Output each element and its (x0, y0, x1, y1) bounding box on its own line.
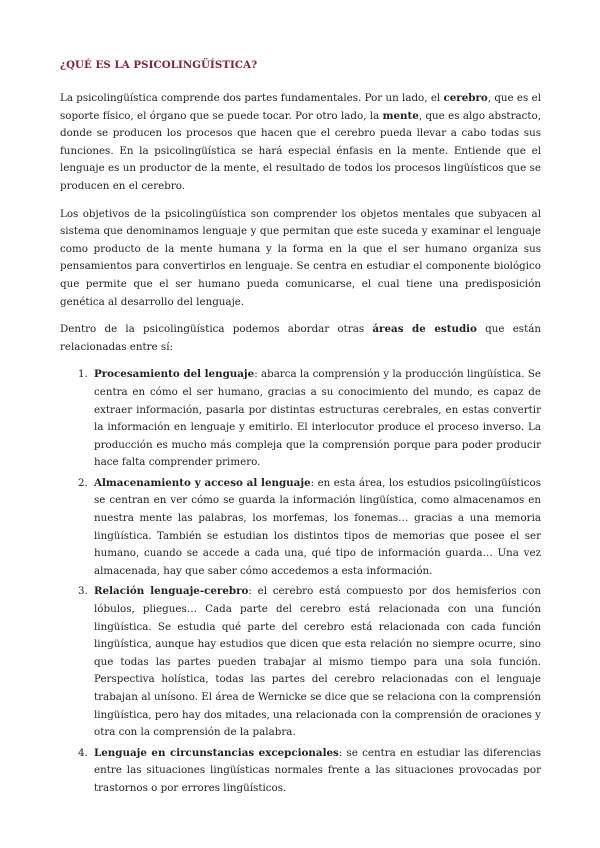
list-item-title: Lenguaje en circunstancias excepcionales (94, 746, 339, 759)
list-item-text: : en esta área, los estudios psicolingüísticos se centran en ver cómo se guarda la información lingüística, como almacenamos en nuestra mente las palabras, los morfemas, los fonemas… gracias a una memoria lingüística. También se estudian los distintos tipos de memorias que posee el ser humano, cuando se accede a cada una, qué tipo de información guarda… Una vez almacenada, hay que saber cómo accedemos a esta información. (94, 476, 541, 577)
bold-term-areas: áreas de estudio (372, 323, 477, 336)
list-number: 1. (78, 368, 88, 381)
text-span: , que es algo abstracto, donde se producen los procesos que hacen que el cerebro pueda llevar a cabo todas sus funciones. En la psicolingüística se hará especial énfasis en la mente. Entiende que el lenguaje es un productor de la mente, el resultado de todos los procesos lingüísticos que se producen en el cerebro. (60, 109, 542, 192)
list-number: 3. (78, 585, 88, 598)
list-item-title: Procesamiento del lenguaje (94, 368, 255, 381)
intro-paragraph (60, 90, 541, 196)
list-item-title: Almacenamiento y acceso al lenguaje (94, 476, 311, 489)
list-item-text: : el cerebro está compuesto por dos hemisferios con lóbulos, pliegues… Cada parte del cerebro está relacionada con una función lingüística. Se estudia qué parte del cerebro está relacionada con cada función lingüística, aunque hay estudios que dicen que esta relación no siempre ocurre, sino que todas las partes pueden trabajar al mismo tiempo para una sola función. Perspectiva holística, todas las partes del cerebro relacionadas con el lenguaje trabajan al unísono. El área de Wernicke se dice que se relaciona con la comprensión lingüística, pero hay dos mitades, una relacionada con la comprensión de oraciones y otra con la comprensión de la palabra. (94, 585, 541, 739)
text-span: , que es el soporte físico, el órgano que se puede tocar. Por otro lado, la (60, 92, 541, 122)
text-span: Dentro de la psicolingüística podemos abordar otras (60, 323, 373, 336)
list-item-text: : se centra en estudiar las diferencias entre las situaciones lingüísticas normales frente a las situaciones provocadas por trastornos o por errores lingüísticos. (94, 746, 542, 794)
section-heading: ¿QUÉ ES LA PSICOLINGÜÍSTICA? (60, 59, 258, 71)
list-item (60, 583, 541, 741)
text-span: La psicolingüística comprende dos partes fundamentales. Por un lado, el (60, 92, 444, 104)
list-number: 2. (78, 476, 88, 489)
list-item-text: : abarca la comprensión y la producción lingüística. Se centra en cómo el ser humano, gracias a su conocimiento del mundo, es capaz de extraer información, pasarla por distintas estructuras cerebrales, en estas convertir la información en lenguaje y emitirlo. El interlocutor produce el proceso inverso. La producción es mucho más compleja que la comprensión porque para poder producir hace falta comprender primero. (94, 368, 541, 469)
objectives-paragraph: Los objetivos de la psicolingüística son comprender los objetos mentales que subyacen al sistema que denominamos lenguaje y que permitan que este suceda y examinar el lenguaje como producto de la mente humana y la forma en la que el ser humano organiza sus pensamientos para convertirlos en lenguaje. Se centra en estudiar el componente biológico que permite que el ser humano pueda comunicarse, el cual tiene una predisposición genética al desarrollo del lenguaje. (60, 207, 541, 308)
text-span: que están relacionadas entre sí: (60, 323, 541, 353)
areas-intro-paragraph (60, 321, 541, 356)
areas-list (60, 366, 541, 797)
list-item (60, 745, 541, 798)
bold-term-mente: mente (382, 109, 419, 122)
list-item (60, 475, 541, 581)
list-item (60, 366, 541, 472)
list-number: 4. (78, 746, 88, 759)
list-item-title: Relación lenguaje-cerebro (94, 585, 249, 598)
bold-term-cerebro: cerebro (443, 92, 488, 104)
